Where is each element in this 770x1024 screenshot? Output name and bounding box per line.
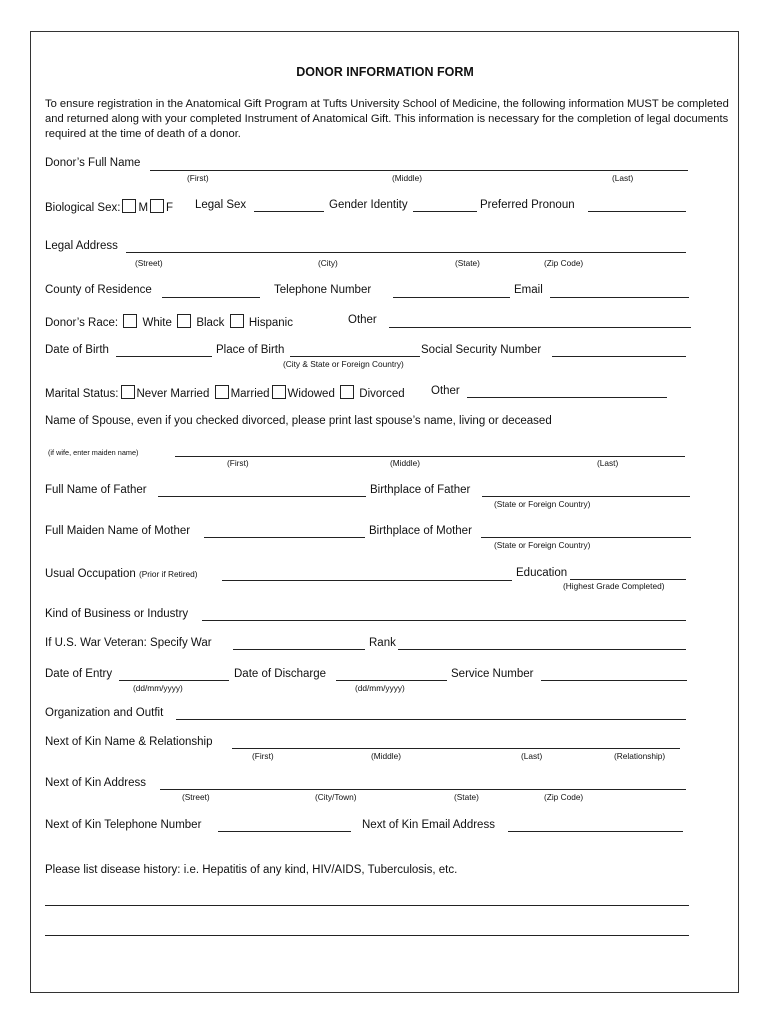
dob-label: Date of Birth [45,344,109,356]
father-name-field[interactable] [158,496,366,497]
discharge-date-caption: (dd/mm/yyyy) [355,683,405,693]
kin-state-caption: (State) [454,792,479,802]
mother-birthplace-caption: (State or Foreign Country) [494,540,591,550]
occupation-label: Usual Occupation [45,568,136,580]
kin-relationship-caption: (Relationship) [614,751,666,761]
county-label: County of Residence [45,284,152,296]
pob-caption: (City & State or Foreign Country) [283,359,404,369]
widowed-label: Widowed [287,388,335,400]
kin-zip-caption: (Zip Code) [544,792,584,802]
married-checkbox[interactable] [215,385,229,399]
education-field[interactable] [570,579,686,580]
kin-first-caption: (First) [252,751,274,761]
entry-label: Date of Entry [45,668,113,680]
married-label: Married [230,388,270,400]
telephone-field[interactable] [393,297,510,298]
gender-identity-field[interactable] [413,211,477,212]
marital-row [45,385,405,400]
telephone-label: Telephone Number [274,284,372,296]
kin-name-label: Next of Kin Name & Relationship [45,736,213,748]
occupation-row [45,568,198,580]
legal-sex-label: Legal Sex [195,199,247,211]
mother-label: Full Maiden Name of Mother [45,525,191,537]
widowed-checkbox[interactable] [272,385,286,399]
occupation-field[interactable] [222,580,512,581]
discharge-label: Date of Discharge [234,668,327,680]
entry-date-field[interactable] [119,680,229,681]
kin-address-label: Next of Kin Address [45,777,146,789]
discharge-date-field[interactable] [336,680,447,681]
spouse-name-field[interactable] [175,456,685,457]
email-label: Email [514,284,543,296]
marital-other-label: Other [431,385,460,397]
education-label: Education [516,567,568,579]
full-name-label: Donor’s Full Name [45,157,141,169]
race-other-label: Other [348,314,377,326]
ssn-label: Social Security Number [421,344,542,356]
county-field[interactable] [162,297,260,298]
race-white-checkbox[interactable] [123,314,137,328]
marital-other-field[interactable] [467,397,667,398]
gender-identity-label: Gender Identity [329,199,408,211]
bio-sex-row [45,199,173,214]
marital-label: Marital Status: [45,388,119,400]
pob-field[interactable] [290,356,420,357]
never-married-checkbox[interactable] [121,385,135,399]
business-label: Kind of Business or Industry [45,608,189,620]
mother-name-field[interactable] [204,537,365,538]
kin-phone-field[interactable] [218,831,351,832]
legal-address-field[interactable] [126,252,686,253]
father-birthplace-caption: (State or Foreign Country) [494,499,591,509]
street-caption: (Street) [135,258,163,268]
pronoun-label: Preferred Pronoun [480,199,575,211]
service-number-field[interactable] [541,680,687,681]
mother-birthplace-label: Birthplace of Mother [369,525,472,537]
race-row [45,314,293,329]
disease-history-line-2[interactable] [45,935,689,936]
legal-address-label: Legal Address [45,240,118,252]
kin-street-caption: (Street) [182,792,210,802]
full-name-field[interactable] [150,170,688,171]
kin-phone-label: Next of Kin Telephone Number [45,819,202,831]
kin-email-field[interactable] [508,831,683,832]
male-label: M [138,202,149,214]
father-birthplace-field[interactable] [482,496,690,497]
spouse-instruction: Name of Spouse, even if you checked divorced, please print last spouse’s name, living or deceased [45,415,552,427]
female-label: F [166,202,174,214]
legal-sex-field[interactable] [254,211,324,212]
state-caption: (State) [455,258,480,268]
intro-paragraph: To ensure registration in the Anatomical Gift Program at Tufts University School of Medicine, the following information MUST be completed and returned along with your completed Instrument of Anatomical Gift. This information is necessary for the completion of legal documents required at the time of death of a donor. [45,98,729,140]
father-birthplace-label: Birthplace of Father [370,484,471,496]
male-checkbox[interactable] [122,199,136,213]
kin-email-label: Next of Kin Email Address [362,819,495,831]
kin-address-field[interactable] [160,789,686,790]
race-black-checkbox[interactable] [177,314,191,328]
ssn-field[interactable] [552,356,686,357]
pronoun-field[interactable] [588,211,686,212]
email-field[interactable] [550,297,689,298]
kin-middle-caption: (Middle) [371,751,401,761]
race-white-label: White [142,317,172,329]
never-married-label: Never Married [136,388,210,400]
dob-field[interactable] [116,356,212,357]
entry-date-caption: (dd/mm/yyyy) [133,683,183,693]
kin-city-caption: (City/Town) [315,792,357,802]
divorced-checkbox[interactable] [340,385,354,399]
race-other-field[interactable] [389,327,691,328]
veteran-label: If U.S. War Veteran: Specify War [45,637,212,649]
father-label: Full Name of Father [45,484,147,496]
retired-note: (Prior if Retired) [138,569,198,579]
form-title: DONOR INFORMATION FORM [296,65,474,79]
middle-caption: (Middle) [392,173,422,183]
rank-field[interactable] [398,649,686,650]
bio-sex-label: Biological Sex: [45,202,121,214]
rank-label: Rank [369,637,396,649]
disease-history-label: Please list disease history: i.e. Hepatitis of any kind, HIV/AIDS, Tuberculosis, etc. [45,864,458,876]
zip-caption: (Zip Code) [544,258,584,268]
city-caption: (City) [318,258,338,268]
last-caption: (Last) [612,173,634,183]
race-black-label: Black [196,317,225,329]
maiden-note: (if wife, enter maiden name) [48,448,139,457]
business-field[interactable] [202,620,686,621]
race-hispanic-checkbox[interactable] [230,314,244,328]
org-field[interactable] [176,719,686,720]
race-label: Donor’s Race: [45,317,119,329]
disease-history-line-1[interactable] [45,905,689,906]
war-field[interactable] [233,649,365,650]
race-hispanic-label: Hispanic [248,317,293,329]
spouse-middle-caption: (Middle) [390,458,420,468]
spouse-first-caption: (First) [227,458,249,468]
divorced-label: Divorced [359,388,405,400]
kin-name-field[interactable] [232,748,680,749]
female-checkbox[interactable] [150,199,164,213]
org-label: Organization and Outfit [45,707,164,719]
pob-label: Place of Birth [216,344,285,356]
mother-birthplace-field[interactable] [481,537,691,538]
first-caption: (First) [187,173,209,183]
spouse-last-caption: (Last) [597,458,619,468]
kin-last-caption: (Last) [521,751,543,761]
service-label: Service Number [451,668,534,680]
education-caption: (Highest Grade Completed) [563,581,665,591]
